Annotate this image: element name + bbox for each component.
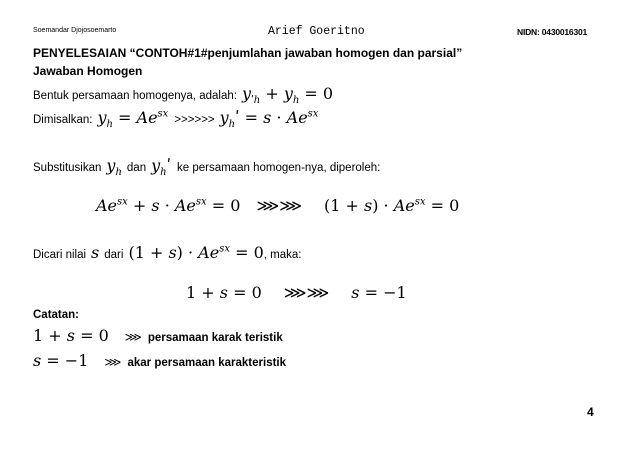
section-subtitle: Jawaban Homogen bbox=[33, 64, 143, 78]
substitution-text-a: Substitusikan bbox=[33, 162, 102, 174]
eq2-arrow: ⋙⋙ bbox=[283, 283, 330, 302]
substitution-line bbox=[33, 156, 381, 179]
find-s-variable: s bbox=[91, 243, 100, 262]
page-title: PENYELESAIAN “CONTOH#1#penjumlahan jawaban homogen dan parsial” bbox=[33, 46, 463, 60]
note1-text: persamaan karak teristik bbox=[147, 332, 283, 344]
substitution-yh: $y_h$ bbox=[106, 156, 122, 179]
notes-heading: Catatan: bbox=[33, 309, 80, 321]
assumption-arrows: >>>>>> bbox=[174, 114, 215, 126]
header-author-left: Soemandar Djojosoemarto bbox=[33, 27, 117, 34]
header-nidn: NIDN: 0430016301 bbox=[517, 27, 588, 37]
note2-text: akar persamaan karakteristik bbox=[127, 357, 287, 369]
note2-equation: s = −1 bbox=[33, 351, 89, 370]
solution-line bbox=[186, 283, 407, 302]
note1-equation: 1 + s = 0 bbox=[33, 326, 109, 345]
homogeneous-form-line bbox=[33, 84, 334, 107]
substitution-text-b: dan bbox=[126, 162, 147, 174]
note2-arrow: ⋙ bbox=[104, 355, 122, 369]
substituted-equation-line bbox=[96, 196, 459, 215]
note1-arrow: ⋙ bbox=[124, 330, 142, 344]
find-s-line bbox=[33, 243, 301, 262]
page-number: 4 bbox=[587, 405, 594, 419]
find-s-text-b: dari bbox=[104, 249, 124, 261]
header-author-center: Arief Goeritno bbox=[268, 25, 365, 38]
characteristic-equation: 1 + s = 0 bbox=[186, 283, 262, 302]
homogeneous-equation: $y_{ʹh} + y_h = 0$ bbox=[241, 84, 334, 107]
find-s-text-c: , maka: bbox=[263, 249, 302, 261]
find-s-equation: $(1 + s) \cdot Ae^{sx} = 0$ bbox=[128, 243, 264, 262]
homogeneous-form-text: Bentuk persamaan homogenya, adalah: bbox=[33, 90, 237, 102]
find-s-text-a: Dicari nilai bbox=[33, 249, 87, 261]
derivative-equation: $y_hʹ = s \cdot Ae^{sx}$ bbox=[219, 108, 319, 131]
factored-equation: $(1 + s) \cdot Ae^{sx} = 0$ bbox=[323, 196, 460, 215]
note-line-1 bbox=[33, 326, 283, 345]
root-equation: s = −1 bbox=[351, 283, 407, 302]
assumption-equation: $y_h = Ae^{sx}$ bbox=[97, 108, 169, 131]
assumption-line bbox=[33, 108, 319, 131]
substitution-yh-prime: $y_hʹ$ bbox=[151, 156, 172, 179]
eq1-arrow: ⋙⋙ bbox=[256, 196, 302, 215]
note-line-2 bbox=[33, 351, 286, 370]
substituted-equation: $Ae^{sx} + s \cdot Ae^{sx} = 0$ bbox=[96, 196, 241, 215]
assumption-text: Dimisalkan: bbox=[33, 114, 93, 126]
substitution-text-c: ke persamaan homogen-nya, diperoleh: bbox=[177, 162, 381, 174]
